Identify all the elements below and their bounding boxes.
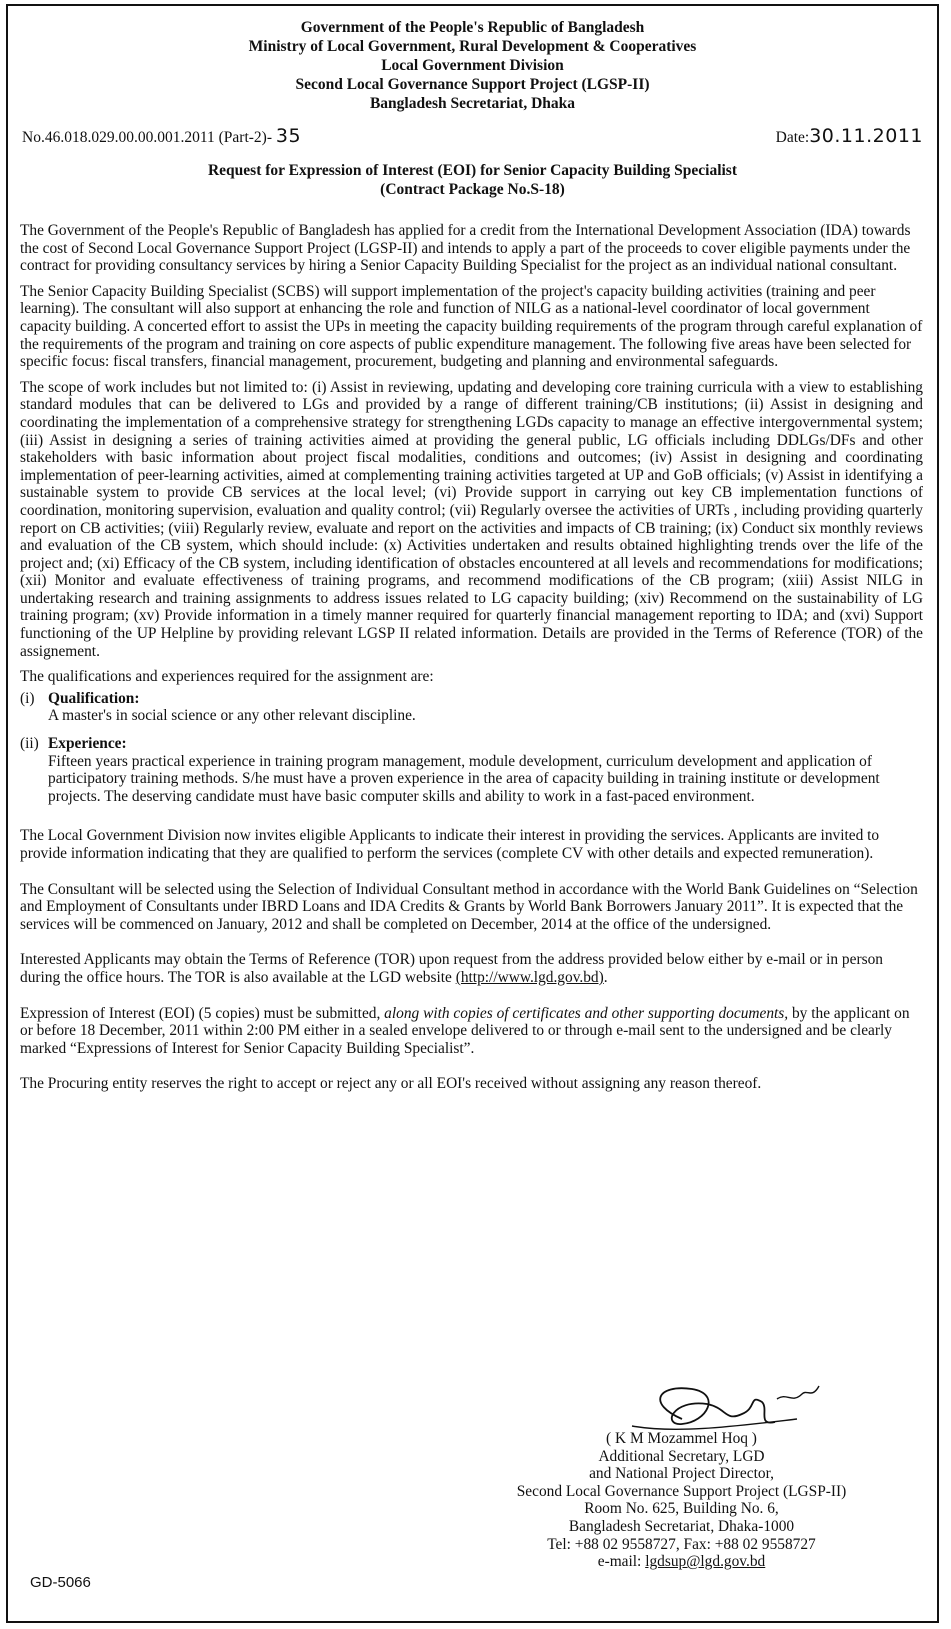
signatory-address: Bangladesh Secretariat, Dhaka-1000 <box>568 1517 795 1535</box>
signatory-project: Second Local Governance Support Project (LGSP-II) <box>516 1482 847 1500</box>
letterhead-line-5: Bangladesh Secretariat, Dhaka <box>369 95 576 112</box>
notice-frame <box>6 4 939 1623</box>
paragraph-tor <box>20 951 923 986</box>
paragraph-rights: The Procuring entity reserves the right to accept or reject any or all EOI's received without assigning any reason thereof. <box>20 1075 762 1093</box>
tor-text: Interested Applicants may obtain the Terms of Reference (TOR) upon request from the address provided below either by e-mail or in person during the office hours. The TOR is also available at the LGD website <box>20 951 883 986</box>
letterhead-line-3: Local Government Division <box>381 57 564 74</box>
letterhead <box>8 6 937 113</box>
paragraph-role: The Senior Capacity Building Specialist (SCBS) will support implementation of the project's capacity building activities (training and peer learning). The consultant will also support at enhancing the role and function of NILG as a national-level coordinator of local government capacity building. A concerted effort to assist the UPs in meeting the capacity building requirements of the program through careful explanation of the requirements of the program and training on core aspects of public expenditure management. The following five areas have been selected for specific focus: fiscal transfers, financial management, procurement, budgeting and planning and environmental safeguards. <box>20 282 923 371</box>
date-label: Date: <box>775 129 810 146</box>
paragraph-scope: The scope of work includes but not limited to: (i) Assist in reviewing, updating and developing core training curricula with a view to establishing standard modules that can be delivered to LGs and provided by a range of different training/CB institutions; (ii) Assist in designing and coordinating the implementation of a comprehensive strategy for strengthening LGDs capacity to manage an effective intergovernmental system; (iii) Assist in designing a series of training activities aimed at providing the general public, LG officials including DDLGs/DFs and other stakeholders with basic information about project fiscal modalities, conditions and outcomes; (iv) Assist in designing and coordinating implementation of peer-learning activities, aimed at complementing training activities targeted at UP and GoB officials; (v) Assist in identifying a sustainable system to provide CB services at the local level; (vi) Provide support in carrying out key CB implementation functions of coordination, monitoring supervision, evaluation and quality control; (vii) Regularly oversee the activities of URTs , including providing quarterly report on CB activities; (viii) Regularly review, evaluate and report on the activities and impacts of CB training; (ix) Conduct six monthly reviews and evaluation of the CB system, which should include: (x) Activities undertaken and results obtained highlighting trends over the life of the project and; (xi) Efficacy of the CB system, including identification of obstacles encountered at all levels and recommendations for modifications; (xii) Monitor and evaluate effectiveness of training programs, and recommend modifications of the CB program; (xiii) Assist NILG in undertaking research and training assignments to address issues related to LG capacity building; (xiv) Recommend on the sustainability of LG training program; (xv) Provide information in a timely manner required for quarterly financial management reporting to IDA; and (xvi) Support functioning of the UP Helpline by providing relevant LGSP II related information. Details are provided in the Terms of Reference (TOR) of the assignement. <box>20 378 923 660</box>
experience-title: Experience: <box>48 735 127 753</box>
memo-date <box>776 125 923 147</box>
reference-line <box>8 121 937 147</box>
signatory-email-line <box>438 1553 925 1571</box>
memo-number <box>22 125 301 147</box>
subject-line-2: (Contract Package No.S-18) <box>380 181 565 198</box>
signatory-title-2: and National Project Director, <box>589 1465 774 1483</box>
paragraph-requirements: The qualifications and experiences required for the assignment are: <box>20 668 434 686</box>
tor-period: . <box>603 968 608 986</box>
submission-end: by the applicant on or before 18 December, 2011 within 2:00 PM either in a sealed envelope delivered to or through e-mail sent to the undersigned and be clearly marked “Expressions of Interest for Senior Capacity Building Specialist”. <box>20 1004 910 1057</box>
subject-heading <box>8 161 937 199</box>
email-label: e-mail: <box>597 1553 646 1571</box>
notice-body <box>20 222 923 1101</box>
letterhead-line-1: Government of the People's Republic of Bangladesh <box>300 19 645 36</box>
experience-section <box>20 735 923 805</box>
subject-line-1: Request for Expression of Interest (EOI) for Senior Capacity Building Specialist <box>207 162 738 179</box>
signatory-name: ( K M Mozammel Hoq ) <box>606 1430 757 1447</box>
lgd-website-link[interactable]: (http://www.lgd.gov.bd) <box>455 968 604 986</box>
qualification-section <box>20 690 923 725</box>
date-handwritten: 30.11.2011 <box>809 125 923 147</box>
letterhead-line-2: Ministry of Local Government, Rural Development & Cooperatives <box>248 38 697 55</box>
qualification-number: (i) <box>20 689 35 707</box>
experience-text: Fifteen years practical experience in training program management, module development, curriculum development and application of participatory training methods. S/he must have a proven experience in the area of capacity building in training institute or development projects. The deserving candidate must have basic computer skills and ability to work in a fast-paced environment. <box>48 752 880 805</box>
qualification-text: A master's in social science or any other relevant discipline. <box>48 707 416 725</box>
submission-italic: along with copies of certificates and other supporting documents, <box>384 1004 789 1022</box>
document-code: GD-5066 <box>30 1574 91 1591</box>
paragraph-selection: The Consultant will be selected using the Selection of Individual Consultant method in accordance with the World Bank Guidelines on “Selection and Employment of Consultants under IBRD Loans and IDA Credits & Grants by World Bank Borrowers January 2011”. It is expected that the services will be commenced on January, 2012 and shall be completed on December, 2014 at the office of the undersigned. <box>20 880 918 933</box>
memo-prefix: No.46.018.029.00.00.001.2011 (Part-2)- <box>22 129 276 146</box>
paragraph-invitation: The Local Government Division now invites eligible Applicants to indicate their interest in providing the services. Applicants are invited to provide information indicating that they are qualified to perform the services (complete CV with other details and expected remuneration). <box>20 827 880 862</box>
letterhead-line-4: Second Local Governance Support Project (LGSP-II) <box>295 76 650 93</box>
qualification-title: Qualification: <box>48 689 140 707</box>
paragraph-submission <box>20 1005 923 1058</box>
signatory-title-1: Additional Secretary, LGD <box>598 1447 765 1465</box>
signatory-block <box>438 1430 925 1571</box>
memo-handwritten-number: 35 <box>275 125 302 147</box>
email-link[interactable]: lgdsup@lgd.gov.bd <box>645 1553 766 1571</box>
signatory-phone: Tel: +88 02 9558727, Fax: +88 02 9558727 <box>547 1535 816 1553</box>
submission-start: Expression of Interest (EOI) (5 copies) must be submitted, <box>20 1004 385 1022</box>
paragraph-credit: The Government of the People's Republic of Bangladesh has applied for a credit from the International Development Association (IDA) towards the cost of Second Local Governance Support Project (LGSP-II) and intends to apply a part of the proceeds to cover eligible payments under the contract for providing consultancy services by hiring a Senior Capacity Building Specialist for the project as an individual national consultant. <box>20 222 911 275</box>
signatory-room: Room No. 625, Building No. 6, <box>584 1500 779 1518</box>
experience-number: (ii) <box>20 735 39 753</box>
